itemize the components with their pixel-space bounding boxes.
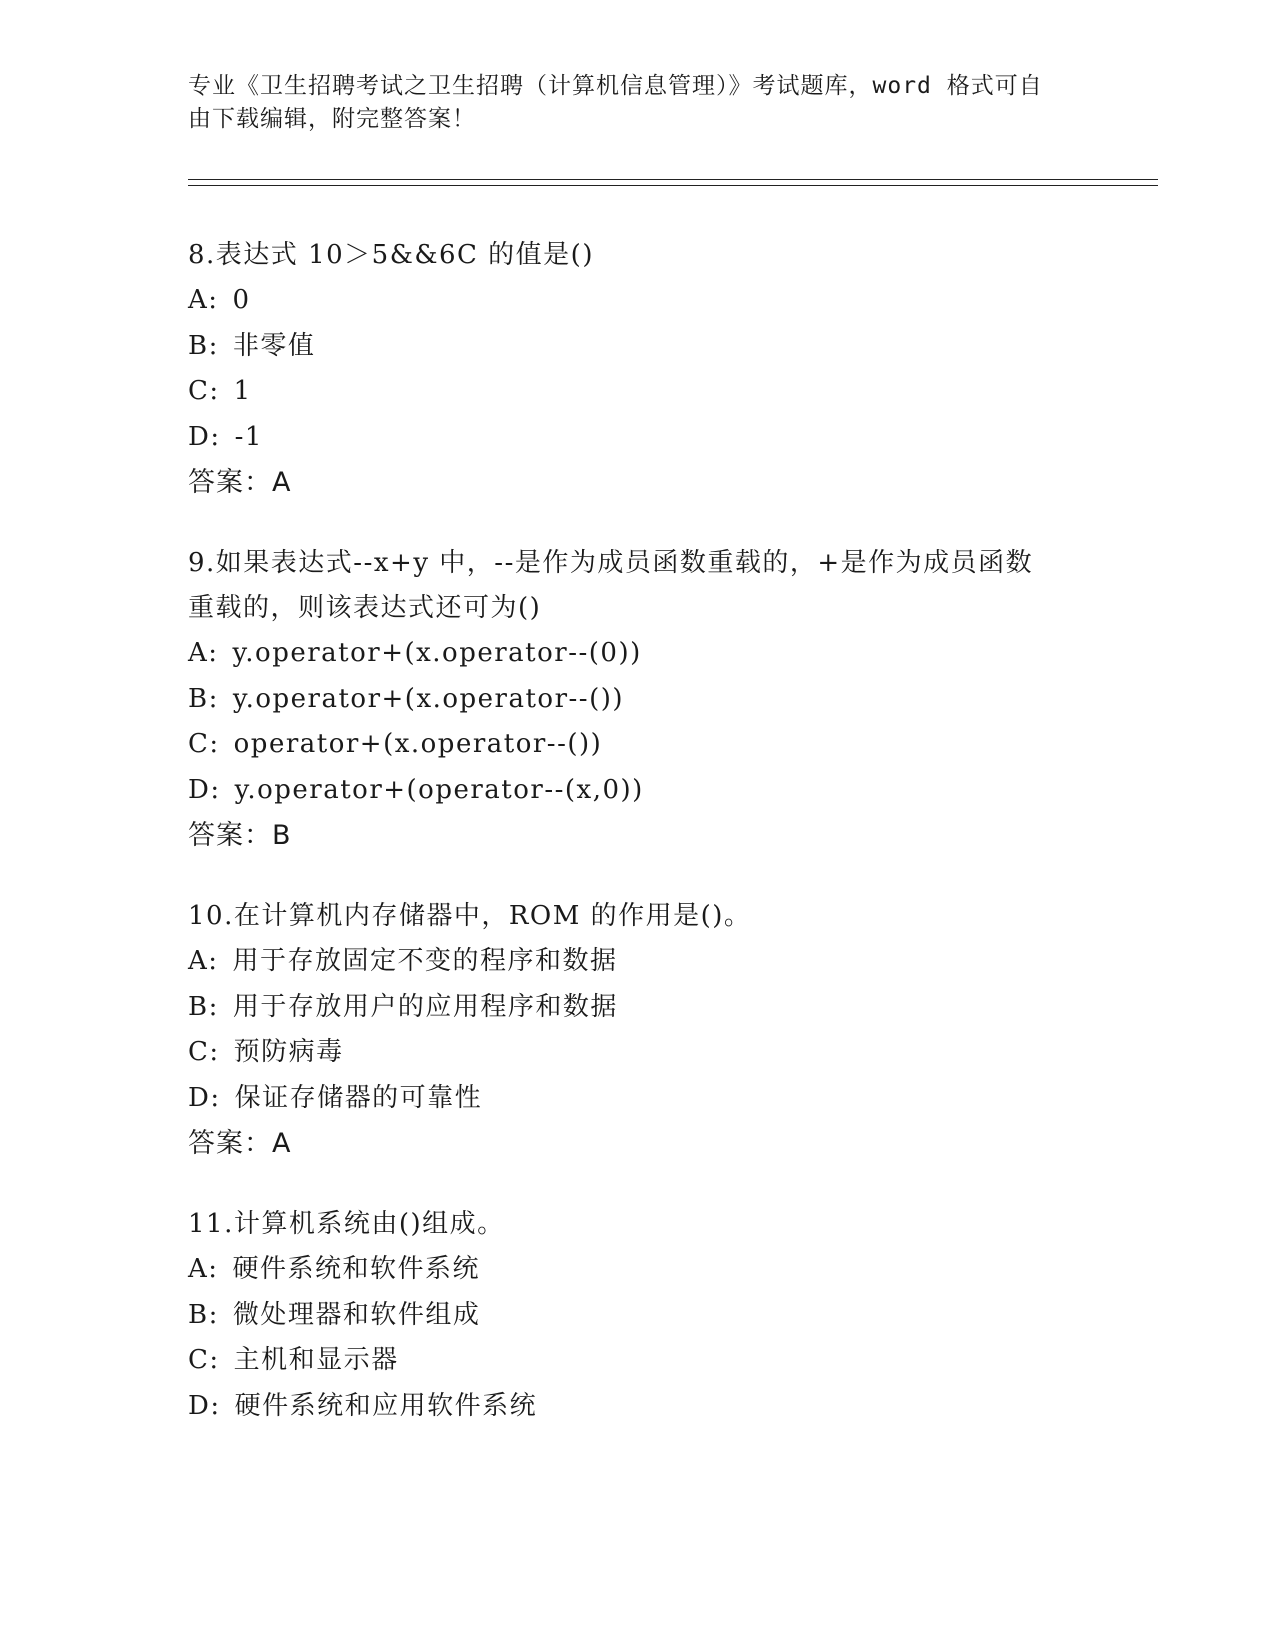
question-10	[188, 894, 1088, 1166]
question-stem-line-2: 重载的，则该表达式还可为()	[188, 593, 542, 623]
option-label: B:	[188, 1299, 219, 1330]
option-c	[188, 1030, 1088, 1076]
option-text: y.operator+(x.operator--(0))	[232, 638, 642, 668]
option-text: operator+(x.operator--())	[233, 729, 603, 759]
option-c	[188, 369, 1088, 415]
question-stem: 10.在计算机内存储器中，ROM 的作用是()。	[188, 901, 752, 931]
option-label: A:	[188, 946, 219, 976]
option-d	[188, 1076, 1088, 1122]
option-label: D:	[188, 774, 221, 805]
option-a	[188, 278, 1088, 324]
option-label: B:	[188, 683, 219, 714]
option-label: A:	[188, 1254, 219, 1284]
answer-line: 答案：B	[188, 820, 292, 851]
option-label: A:	[188, 285, 219, 315]
header-line-1: 专业《卫生招聘考试之卫生招聘（计算机信息管理）》考试题库，word 格式可自	[188, 73, 1043, 99]
header-divider-bottom	[188, 185, 1158, 186]
option-label: A:	[188, 638, 219, 668]
question-list	[188, 233, 1088, 1465]
option-text: 微处理器和软件组成	[232, 1299, 481, 1330]
option-text: 1	[233, 376, 252, 406]
option-label: B:	[188, 991, 219, 1022]
header-line-2: 由下载编辑，附完整答案！	[188, 106, 476, 132]
document-header	[188, 70, 1068, 136]
option-b	[188, 985, 1088, 1031]
option-b	[188, 324, 1088, 370]
question-9	[188, 541, 1088, 858]
option-label: D:	[188, 1390, 221, 1421]
option-text: 用于存放固定不变的程序和数据	[232, 946, 618, 976]
option-text: 0	[232, 285, 251, 315]
answer-line: 答案：A	[188, 1128, 292, 1159]
option-d	[188, 1384, 1088, 1430]
option-label: C:	[188, 1345, 220, 1375]
option-text: 非零值	[232, 330, 316, 361]
option-label: C:	[188, 729, 220, 759]
option-label: B:	[188, 330, 219, 361]
option-text: y.operator+(operator--(x,0))	[234, 774, 644, 805]
answer-line: 答案：A	[188, 467, 292, 498]
option-label: C:	[188, 1037, 220, 1067]
option-d	[188, 768, 1088, 814]
header-divider-top	[188, 179, 1158, 180]
option-b	[188, 1293, 1088, 1339]
option-label: D:	[188, 421, 221, 452]
option-text: 用于存放用户的应用程序和数据	[232, 991, 618, 1022]
option-d	[188, 415, 1088, 461]
option-a	[188, 1247, 1088, 1293]
option-text: 硬件系统和软件系统	[232, 1254, 481, 1284]
option-b	[188, 677, 1088, 723]
option-c	[188, 1338, 1088, 1384]
option-label: C:	[188, 376, 220, 406]
option-a	[188, 939, 1088, 985]
option-label: D:	[188, 1082, 221, 1113]
question-8	[188, 233, 1088, 505]
question-stem-line-1: 9.如果表达式--x+y 中，--是作为成员函数重载的，+是作为成员函数	[188, 548, 1034, 578]
option-text: -1	[234, 421, 263, 452]
option-text: 主机和显示器	[233, 1345, 399, 1375]
question-stem: 11.计算机系统由()组成。	[188, 1209, 505, 1239]
option-a	[188, 631, 1088, 677]
option-text: 预防病毒	[233, 1037, 344, 1067]
question-11	[188, 1202, 1088, 1429]
option-c	[188, 722, 1088, 768]
option-text: y.operator+(x.operator--())	[232, 683, 625, 714]
option-text: 保证存储器的可靠性	[234, 1082, 483, 1113]
option-text: 硬件系统和应用软件系统	[234, 1390, 538, 1421]
question-stem: 8.表达式 10＞5&&6C 的值是()	[188, 240, 594, 270]
